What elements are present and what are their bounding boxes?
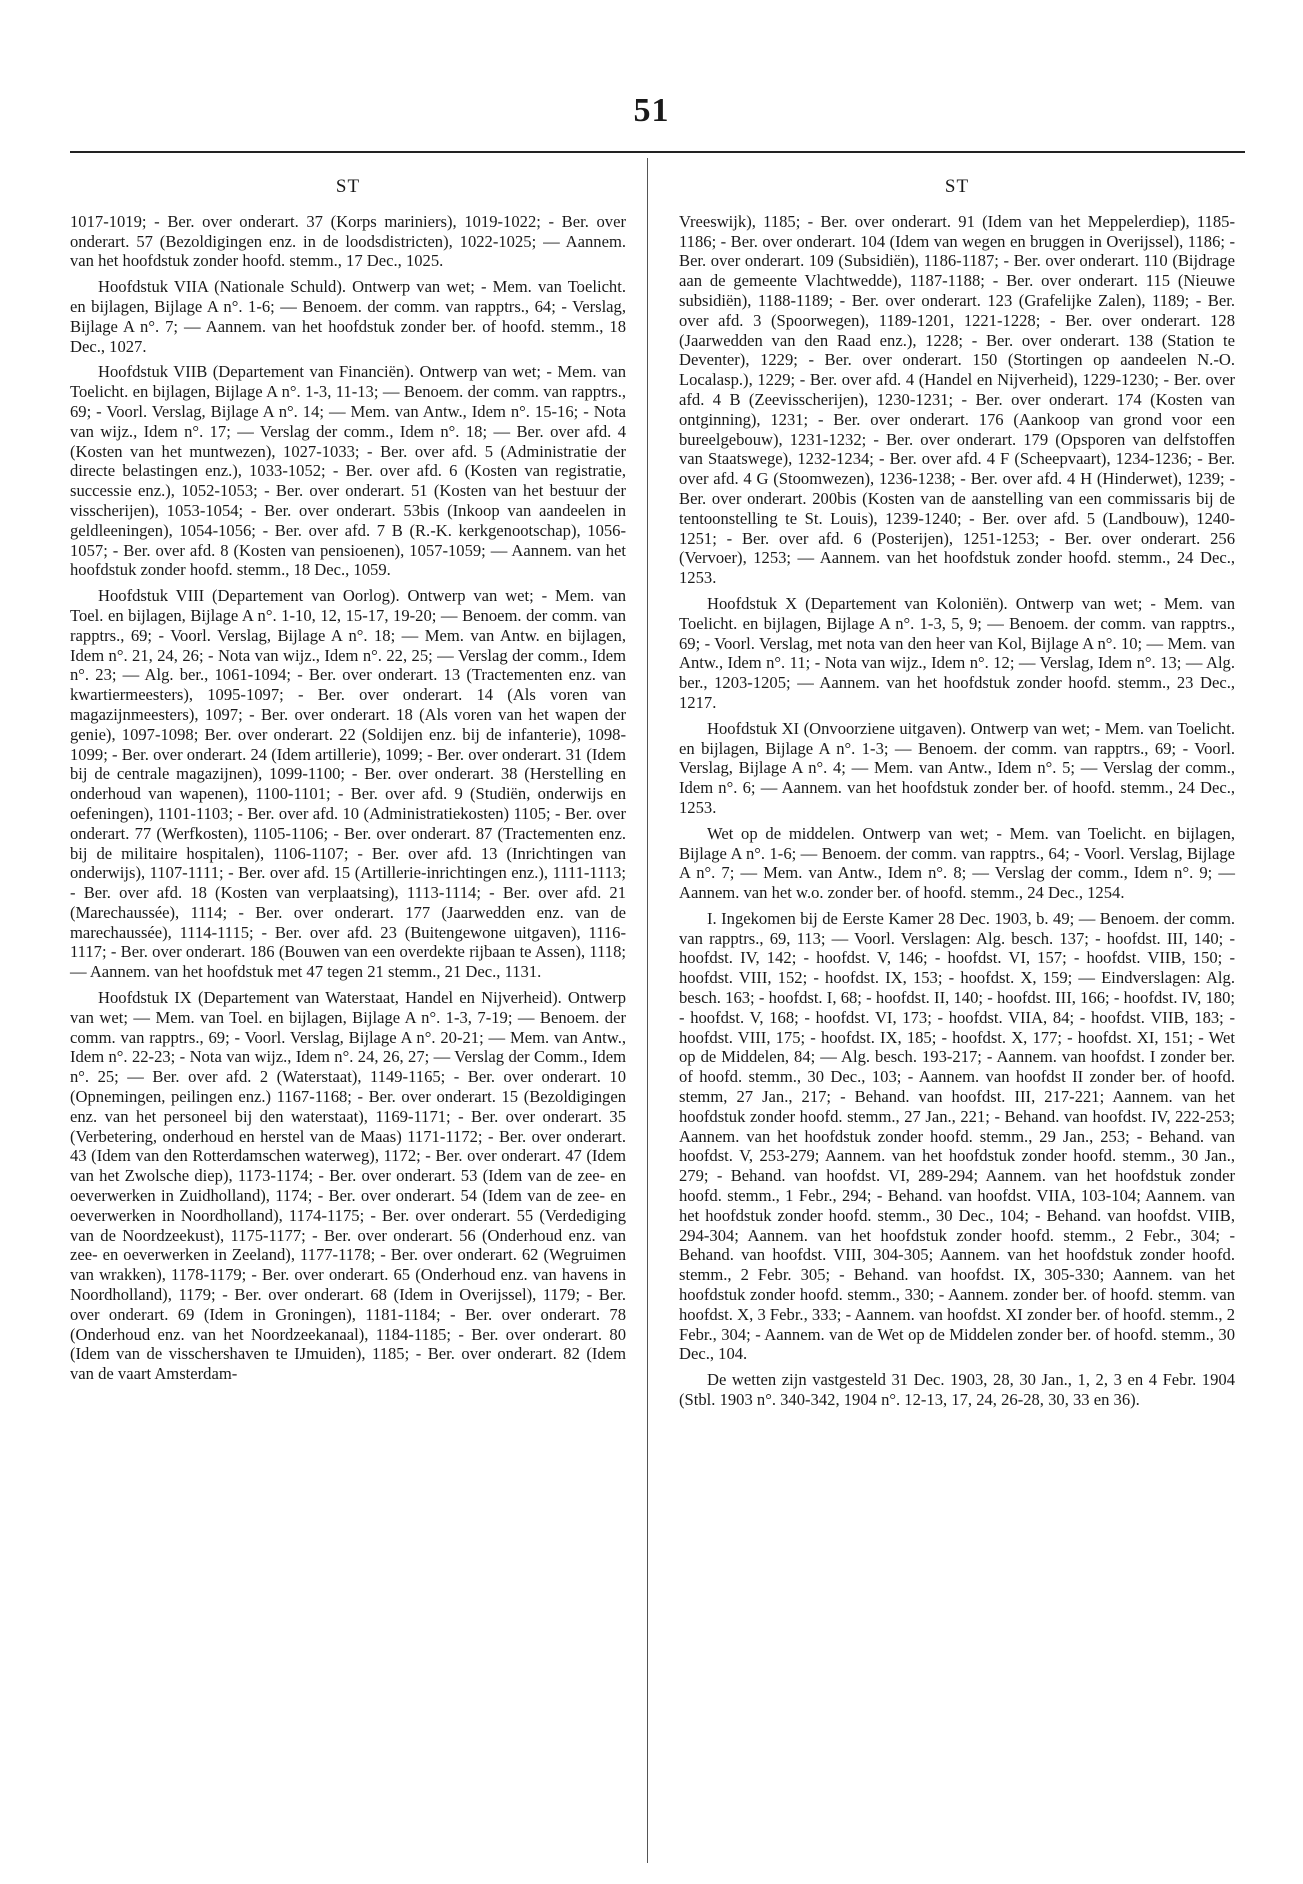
right-column <box>679 177 1235 1416</box>
page-number: 51 <box>633 92 670 129</box>
header-rule <box>70 151 1245 153</box>
right-paragraph: Vreeswijk), 1185; - Ber. over onderart. 91 (Idem van het Meppelerdiep), 1185-1186; - Ber. over onderart. 104 (Idem van wegen en bruggen in Overijssel), 1186; - Ber. over onderart. 109 (Subsidiën), 1186-1187; - Ber. over onderart. 110 (Bijdrage aan de gemeente Vlachtwedde), 1187-1188; - Ber. over onderart. 115 (Nieuwe subsidiën), 1188-1189; - Ber. over onderart. 123 (Grafelijke Zalen), 1189; - Ber. over afd. 3 (Spoorwegen), 1189-1201, 1221-1228; - Ber. over onderart. 128 (Jaarwedden van den Raad enz.), 1228; - Ber. over onderart. 138 (Station te Deventer), 1229; - Ber. over onderart. 150 (Stortingen op aandeelen N.-O. Localasp.), 1229; - Ber. over afd. 4 (Handel en Nijverheid), 1229-1230; - Ber. over afd. 4 B (Zeevisscherijen), 1230-1231; - Ber. over onderart. 174 (Kosten van ontginning), 1231; - Ber. over onderart. 176 (Aankoop van grond voor een bureelgebouw), 1231-1232; - Ber. over onderart. 179 (Opsporen van delfstoffen van Staatswege), 1232-1234; - Ber. over afd. 4 F (Scheepvaart), 1234-1236; - Ber. over afd. 4 G (Stoomwezen), 1236-1238; - Ber. over afd. 4 H (Hinderwet), 1239; - Ber. over onderart. 200bis (Kosten van de aanstelling van een commissaris bij de tentoonstelling te St. Louis), 1239-1240; - Ber. over afd. 5 (Landbouw), 1240-1251; - Ber. over afd. 6 (Posterijen), 1251-1253; - Ber. over onderart. 256 (Vervoer), 1253; — Aannem. van het hoofdstuk zonder hoofd. stemm., 24 Dec., 1253. <box>679 211 1235 588</box>
column-divider <box>647 158 648 1863</box>
right-paragraph: I. Ingekomen bij de Eerste Kamer 28 Dec. 1903, b. 49; — Benoem. der comm. van rapptrs., 69, 113; — Voorl. Verslagen: Alg. besch. 137; - hoofdst. III, 140; - hoofdst. IV, 142; - hoofdst. V, 146; - hoofdst. VI, 157; - hoofdst. VIIB, 150; - hoofdst. VIII, 152; - hoofdst. IX, 153; - hoofdst. X, 159; — Eindverslagen: Alg. besch. 163; - hoofdst. I, 68; - hoofdst. II, 140; - hoofdst. III, 166; - hoofdst. IV, 180; - hoofdst. V, 168; - hoofdst. VI, 173; - hoofdst. VIIA, 84; - hoofdst. VIIB, 183; - hoofdst. VIII, 175; - hoofdst. IX, 185; - hoofdst. X, 177; - hoofdst. XI, 151; - Wet op de Middelen, 84; — Alg. besch. 193-217; - Aannem. van hoofdst. I zonder ber. of hoofd. stemm., 30 Dec., 103; - Aannem. van hoofdst II zonder ber. of hoofd. stemm, 27 Jan., 217; - Behand. van hoofdst. III, 217-221; Aannem. van het hoofdstuk zonder hoofd. stemm., 27 Jan., 221; - Behand. van hoofdst. IV, 222-253; Aannem. van het hoofdstuk zonder hoofd. stemm., 29 Jan., 253; - Behand. van hoofdst. V, 253-279; Aannem. van het hoofdstuk zonder hoofd. stemm., 30 Jan., 279; - Behand. van hoofdst. VI, 289-294; Aannem. van het hoofdstuk zonder hoofd. stemm., 1 Febr., 294; - Behand. van hoofdst. VIIA, 103-104; Aannem. van het hoofdstuk zonder hoofd. stemm., 30 Dec., 104; - Behand. van hoofdst. VIIB, 294-304; Aannem. van het hoofdstuk zonder hoofd. stemm., 2 Febr., 304; - Behand. van hoofdst. VIII, 304-305; Aannem. van het hoofdstuk zonder hoofd. stemm., 2 Febr. 305; - Behand. van hoofdst. IX, 305-330; Aannem. van het hoofdstuk zonder hoofd. stemm., 330; - Aannem. zonder ber. of hoofd. stemm. van hoofdst. X, 3 Febr., 333; - Aannem. van hoofdst. XI zonder ber. of hoofd. stemm., 2 Febr., 304; - Aannem. van de Wet op de Middelen zonder ber. of hoofd. stemm., 30 Dec., 104. <box>679 908 1235 1364</box>
left-paragraph: 1017-1019; - Ber. over onderart. 37 (Korps mariniers), 1019-1022; - Ber. over onderart. 57 (Bezoldigingen enz. in de loodsdistricten), 1022-1025; — Aannem. van het hoofdstuk zonder hoofd. stemm., 17 Dec., 1025. <box>70 211 626 271</box>
right-paragraph: Hoofdstuk XI (Onvoorziene uitgaven). Ontwerp van wet; - Mem. van Toelicht. en bijlagen, Bijlage A n°. 1-3; — Benoem. der comm. van rapptrs., 69; - Voorl. Verslag, Bijlage A n°. 4; — Mem. van Antw., Idem n°. 5; — Verslag der comm., Idem n°. 6; — Aannem. van het hoofdstuk zonder ber. of hoofd. stemm., 24 Dec., 1253. <box>679 718 1235 817</box>
left-paragraph: Hoofdstuk VIII (Departement van Oorlog). Ontwerp van wet; - Mem. van Toel. en bijlagen, Bijlage A n°. 1-10, 12, 15-17, 19-20; — Benoem. der comm. van rapptrs., 69; - Voorl. Verslag, Bijlage A n°. 18; — Mem. van Antw. en bijlagen, Idem n°. 21, 24, 26; - Nota van wijz., Idem n°. 22, 25; — Verslag der comm., Idem n°. 23; — Alg. ber., 1061-1094; - Ber. over onderart. 13 (Tractementen enz. van kwartiermeesters), 1095-1097; - Ber. over onderart. 14 (Als voren van magazijnmeesters), 1097; - Ber. over onderart. 18 (Als voren van het wapen der genie), 1097-1098; Ber. over onderart. 22 (Soldijen enz. bij de infanterie), 1098-1099; - Ber. over onderart. 24 (Idem artillerie), 1099; - Ber. over onderart. 31 (Idem bij de centrale magazijnen), 1099-1100; - Ber. over onderart. 38 (Herstelling en onderhoud van wapenen), 1100-1101; - Ber. over afd. 9 (Studiën, onderwijs en oefeningen), 1101-1103; - Ber. over afd. 10 (Administratiekosten) 1105; - Ber. over onderart. 77 (Werfkosten), 1105-1106; - Ber. over onderart. 87 (Tractementen enz. bij de militaire hospitalen), 1106-1107; - Ber. over afd. 13 (Inrichtingen van onderwijs), 1107-1111; - Ber. over afd. 15 (Artillerie-inrichtingen enz.), 1111-1113; - Ber. over afd. 18 (Kosten van verplaatsing), 1113-1114; - Ber. over afd. 21 (Marechaussée), 1114; - Ber. over onderart. 177 (Jaarwedden enz. van de marechaussée), 1114-1115; - Ber. over afd. 23 (Buitengewone uitgaven), 1116-1117; - Ber. over onderart. 186 (Bouwen van een overdekte rijbaan te Assen), 1118; — Aannem. van het hoofdstuk met 47 tegen 21 stemm., 21 Dec., 1131. <box>70 586 626 982</box>
left-paragraph: Hoofdstuk VIIB (Departement van Financiën). Ontwerp van wet; - Mem. van Toelicht. en bijlagen, Bijlage A n°. 1-3, 11-13; — Benoem. der comm. van rapptrs., 69; - Voorl. Verslag, Bijlage A n°. 14; — Mem. van Antw., Idem n°. 15-16; - Nota van wijz., Idem n°. 17; — Verslag der comm., Idem n°. 18; — Ber. over afd. 4 (Kosten van het muntwezen), 1027-1033; - Ber. over afd. 5 (Administratie der directe belastingen enz.), 1033-1052; - Ber. over afd. 6 (Kosten van registratie, successie enz.), 1052-1053; - Ber. over onderart. 51 (Kosten van het bestuur der visscherijen), 1053-1054; - Ber. over onderart. 53bis (Inkoop van aandeelen in geldleeningen), 1054-1056; - Ber. over afd. 7 B (R.-K. kerkgenootschap), 1056-1057; - Ber. over afd. 8 (Kosten van pensioenen), 1057-1059; — Aannem. van het hoofdstuk zonder hoofd. stemm., 18 Dec., 1059. <box>70 362 626 580</box>
right-paragraph: Wet op de middelen. Ontwerp van wet; - Mem. van Toelicht. en bijlagen, Bijlage A n°. 1-6; — Benoem. der comm. van rapptrs., 64; - Voorl. Verslag, Bijlage A n°. 7; — Mem. van Antw., Idem n°. 8; — Verslag der comm., Idem n°. 9; — Aannem. van het w.o. zonder ber. of hoofd. stemm., 24 Dec., 1254. <box>679 823 1235 903</box>
left-paragraph: Hoofdstuk IX (Departement van Waterstaat, Handel en Nijverheid). Ontwerp van wet; — Mem. van Toel. en bijlagen, Bijlage A n°. 1-3, 7-19; — Benoem. der comm. van rapptrs., 69; - Voorl. Verslag, Bijlage A n°. 20-21; — Mem. van Antw., Idem n°. 22-23; - Nota van wijz., Idem n°. 24, 26, 27; — Verslag der Comm., Idem n°. 25; — Ber. over afd. 2 (Waterstaat), 1149-1165; - Ber. over onderart. 10 (Opnemingen, peilingen enz.) 1167-1168; - Ber. over onderart. 15 (Bezoldigingen enz. van het personeel bij den waterstaat), 1169-1171; - Ber. over onderart. 35 (Verbetering, onderhoud en herstel van de Maas) 1171-1172; - Ber. over onderart. 43 (Idem van den Rotterdamschen waterweg), 1172; - Ber. over onderart. 47 (Idem van het Zwolsche diep), 1173-1174; - Ber. over onderart. 53 (Idem van de zee- en oeverwerken in Zuidholland), 1174; - Ber. over onderart. 54 (Idem van de zee- en oeverwerken in Noordholland), 1174-1175; - Ber. over onderart. 55 (Verdediging van de Noordzeekust), 1175-1177; - Ber. over onderart. 56 (Onderhoud enz. van zee- en oeverwerken in Zeeland), 1177-1178; - Ber. over onderart. 62 (Wegruimen van wrakken), 1178-1179; - Ber. over onderart. 65 (Onderhoud enz. van havens in Noordholland), 1179; - Ber. over onderart. 68 (Idem in Overijssel), 1179; - Ber. over onderart. 69 (Idem in Groningen), 1181-1184; - Ber. over onderart. 78 (Onderhoud enz. van het Noordzeekanaal), 1184-1185; - Ber. over onderart. 80 (Idem van de visschershaven te IJmuiden), 1185; - Ber. over onderart. 82 (Idem van de vaart Amsterdam- <box>70 988 626 1384</box>
left-column-heading: ST <box>335 176 361 197</box>
left-paragraph: Hoofdstuk VIIA (Nationale Schuld). Ontwerp van wet; - Mem. van Toelicht. en bijlagen, Bijlage A n°. 1-6; — Benoem. der comm. van rapptrs., 64; - Verslag, Bijlage A n°. 7; — Aannem. van het hoofdstuk zonder ber. of hoofd. stemm., 18 Dec., 1027. <box>70 277 626 356</box>
right-paragraph: Hoofdstuk X (Departement van Koloniën). Ontwerp van wet; - Mem. van Toelicht. en bijlagen, Bijlage A n°. 1-3, 5, 9; — Benoem. der comm. van rapptrs., 69; - Voorl. Verslag, met nota van den heer van Kol, Bijlage A n°. 10; — Mem. van Antw., Idem n°. 11; - Nota van wijz., Idem n°. 12; — Verslag, Idem n°. 13; — Alg. ber., 1203-1205; — Aannem. van het hoofdstuk zonder hoofd. stemm., 23 Dec., 1217. <box>679 593 1235 712</box>
left-column <box>70 177 626 1390</box>
right-column-heading: ST <box>944 176 970 197</box>
right-paragraph: De wetten zijn vastgesteld 31 Dec. 1903, 28, 30 Jan., 1, 2, 3 en 4 Febr. 1904 (Stbl. 1903 n°. 340-342, 1904 n°. 12-13, 17, 24, 26-28, 30, 33 en 36). <box>679 1370 1235 1410</box>
